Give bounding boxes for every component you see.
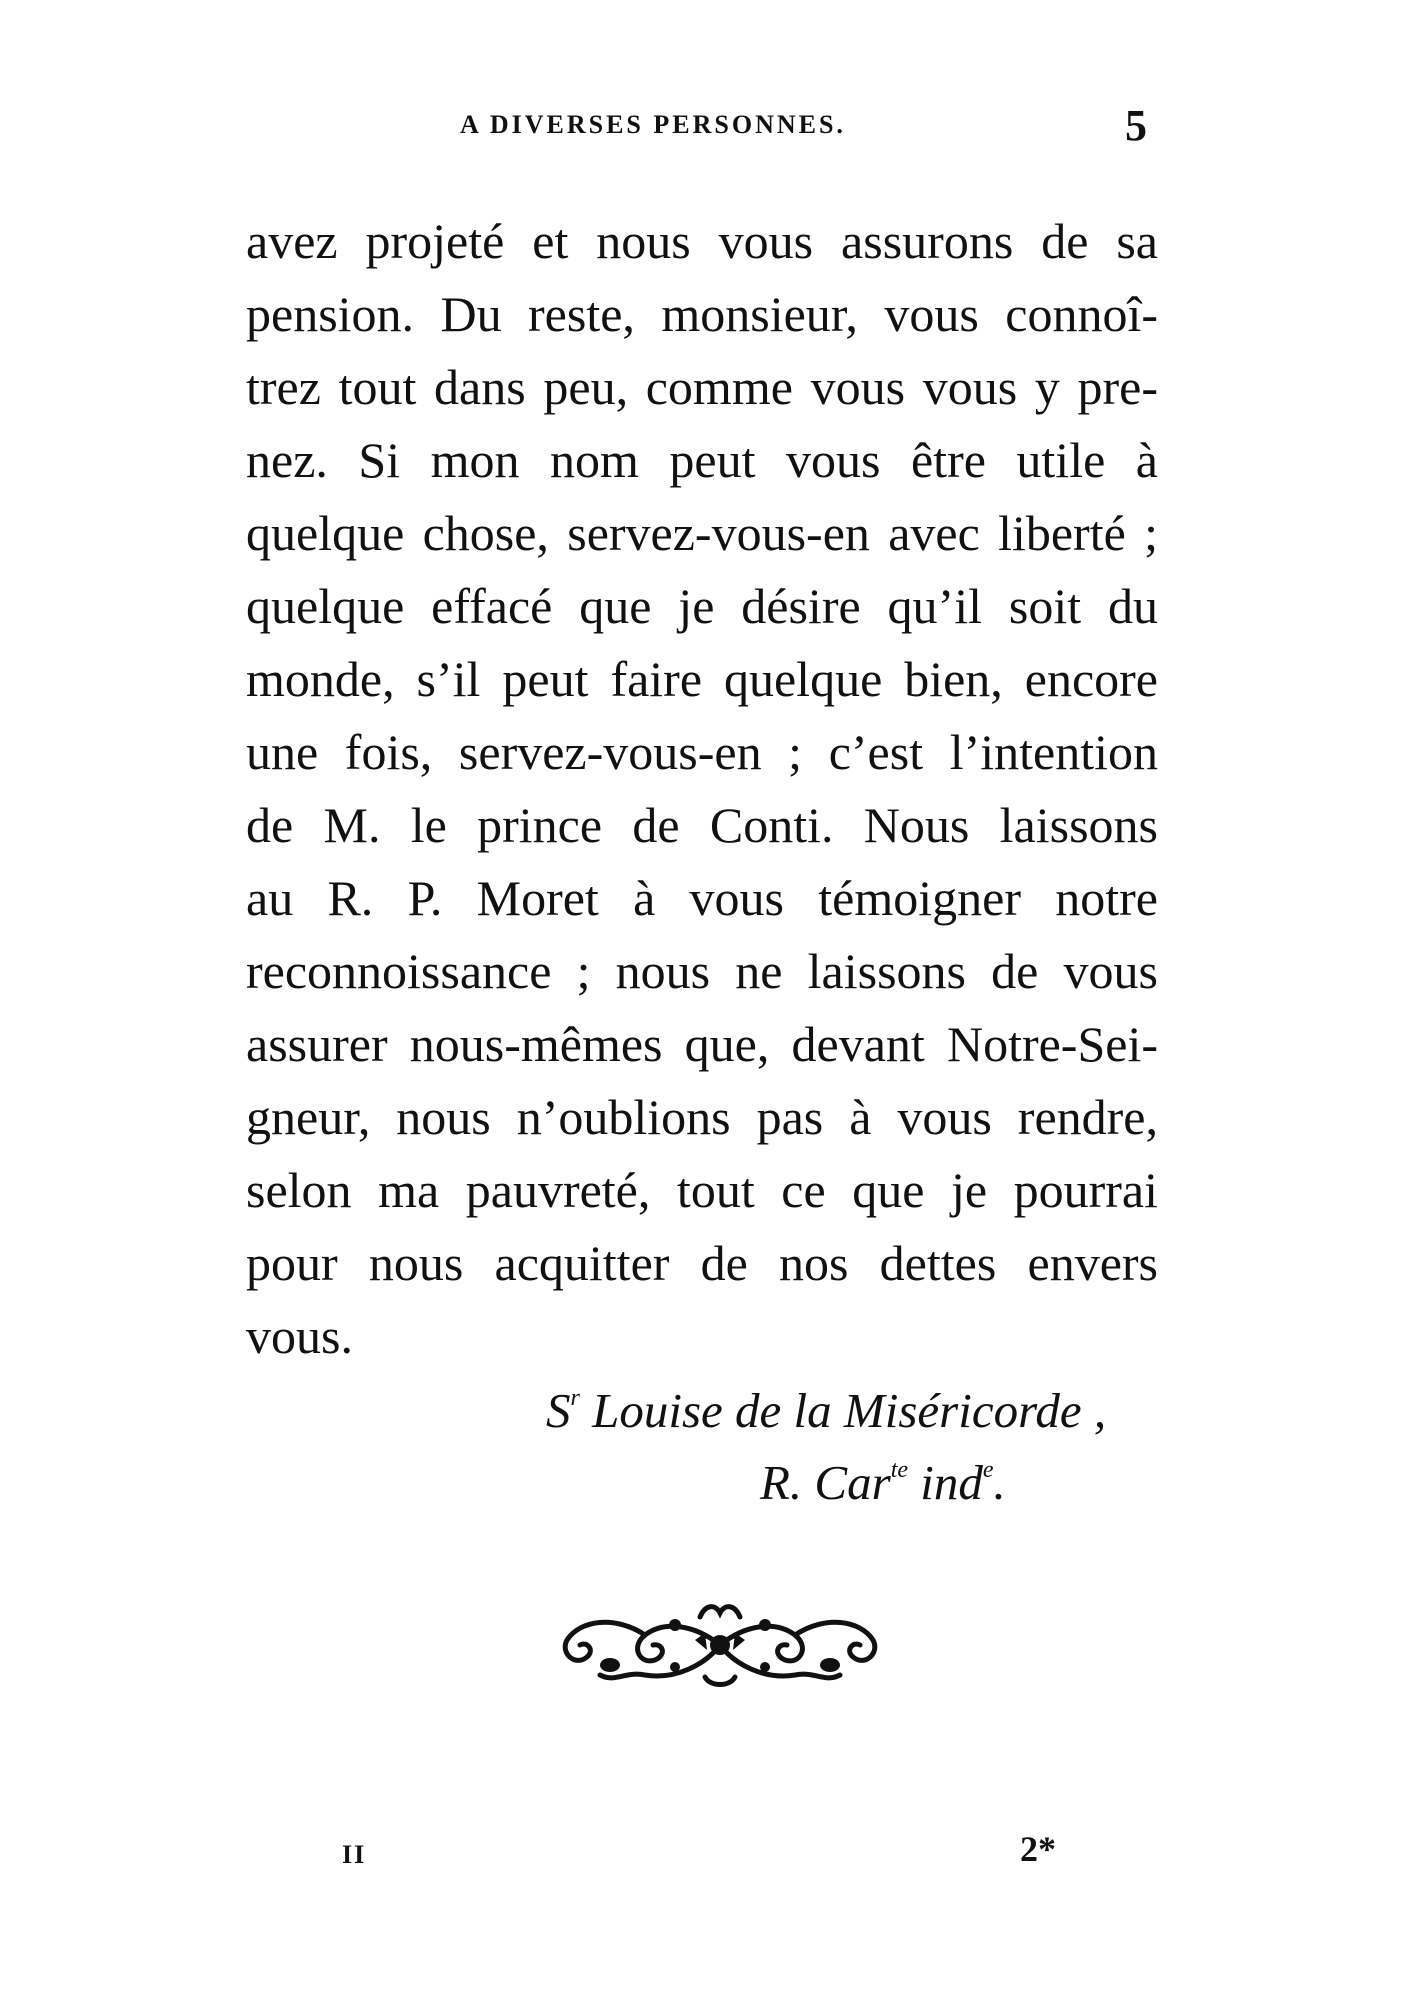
text-line: au R. P. Moret à vous témoigner notre — [246, 870, 1158, 926]
signature-block — [546, 1375, 1106, 1519]
text-line: pour nous acquitter de nos dettes envers — [246, 1235, 1158, 1291]
sig-title-b: ind — [908, 1455, 983, 1510]
sig-superscript: te — [890, 1457, 909, 1483]
running-head: A DIVERSES PERSONNES. — [460, 110, 846, 139]
text-line: reconnoissance ; nous ne laissons de vous — [246, 943, 1158, 999]
text-line: monde, s’il peut faire quelque bien, encore — [246, 651, 1158, 707]
footer-signature-mark: II — [342, 1840, 367, 1869]
page-number: 5 — [1125, 101, 1147, 150]
text-line: quelque effacé que je désire qu’il soit du — [246, 578, 1158, 634]
signature-name — [546, 1375, 1106, 1447]
signature-title — [546, 1447, 1106, 1519]
sig-prefix: S — [546, 1383, 571, 1438]
text-line: trez tout dans peu, comme vous vous y pre- — [246, 359, 1158, 415]
text-line: selon ma pauvreté, tout ce que je pourrai — [246, 1162, 1158, 1218]
text-line: nez. Si mon nom peut vous être utile à — [246, 432, 1158, 488]
letter-body — [246, 205, 1158, 1373]
text-line: une fois, servez-vous-en ; c’est l’intention — [246, 724, 1158, 780]
sig-title-end: . — [993, 1455, 1006, 1510]
text-line: gneur, nous n’oublions pas à vous rendre, — [246, 1089, 1158, 1145]
sig-superscript: r — [570, 1385, 580, 1411]
text-line: quelque chose, servez-vous-en avec liberté ; — [246, 505, 1158, 561]
sig-name-text: Louise de la Miséricorde , — [579, 1383, 1107, 1438]
footer-gathering-mark: 2* — [1020, 1829, 1056, 1869]
sig-title-a: R. Car — [760, 1455, 891, 1510]
sig-superscript: e — [982, 1457, 994, 1483]
tailpiece-ornament-icon — [555, 1595, 885, 1695]
text-line: avez projeté et nous vous assurons de sa — [246, 213, 1158, 269]
text-line: vous. — [246, 1308, 353, 1364]
text-line: assurer nous-mêmes que, devant Notre-Sei- — [246, 1016, 1158, 1072]
text-line: pension. Du reste, monsieur, vous connoî- — [246, 286, 1158, 342]
text-line: de M. le prince de Conti. Nous laissons — [246, 797, 1158, 853]
